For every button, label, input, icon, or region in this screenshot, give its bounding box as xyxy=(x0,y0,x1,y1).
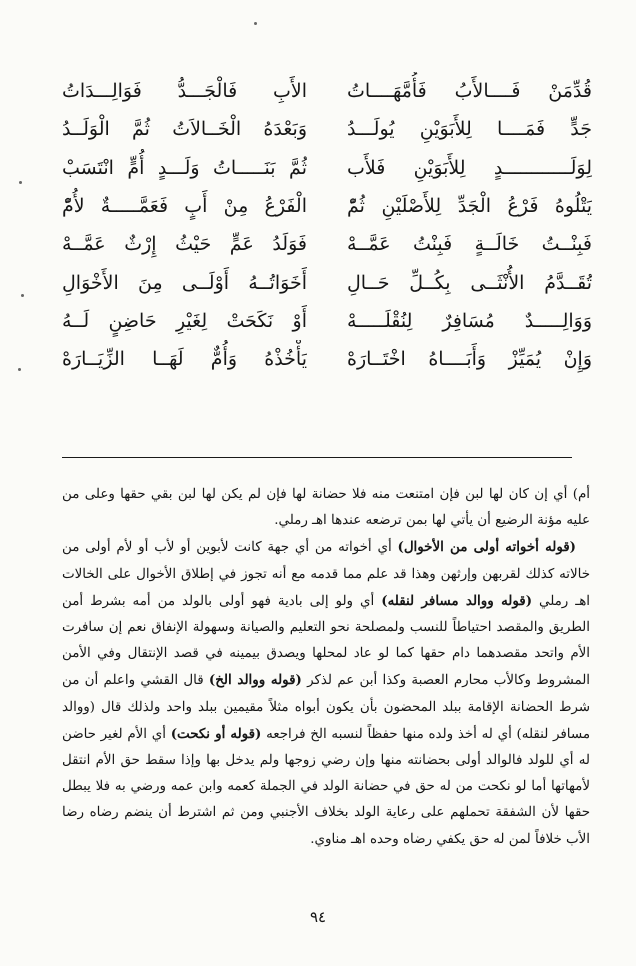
commentary-lemma: (قوله أو نكحت) xyxy=(170,725,262,742)
scan-speck xyxy=(21,294,24,297)
commentary-text: أم) أي إن كان لها لبن فإن امتنعت منه فلا حضانة لها فإن لم يكن لها لبن بقي حقها وعلى من عليه مؤنة الرضيع أن يأتي لها بمن ترضعه عندها اهـ رملي. xyxy=(62,487,590,529)
verse-second-hemistich: فَوَلَدُ عَمٍّ حَيْثُ إِرْثٌ عَمَّــهْ xyxy=(62,233,307,256)
verse-first-hemistich: قُدِّمَنْ فَــــالأَبُ فَأُمَّهَــــاتُ xyxy=(347,80,592,103)
poem-verse xyxy=(62,72,592,110)
commentary-paragraph xyxy=(62,534,590,852)
verse-first-hemistich: فَبِنْــتُ خَالَــةٍ فَبِنْتُ عَمَّــهْ xyxy=(347,233,592,256)
scan-speck xyxy=(254,22,257,25)
verse-second-hemistich: أَخَوَاتُــهُ أَوْلَــى مِنَ الأَخْوَالِ xyxy=(62,271,307,294)
verse-first-hemistich: وَإِنْ يُمَيِّزْ وَأَبَــــاهُ اخْتَــارَهْ xyxy=(347,348,592,371)
verse-first-hemistich: لِوَلَــــــــــــدٍ لِلأَبَوَيْنِ فَلأَب xyxy=(347,156,592,179)
commentary-text: أي ولو إلى بادية فهو أولى بالولد من أمه بشرط أمن الطريق والمقصد احتياطاً للنسب ولمصلحة نحو التعليم والصيانة وسهولة الإنفاق نعم إن سافرت الأم واتحد مقصدهما دام حقها كما لو عاد لمحلها ويصدق بيمينه في قصد الإنتقال وفي الأمن المشروط وكالأب محارم العصبة وكذا أبن عم لذكر xyxy=(62,593,590,689)
verse-second-hemistich: ثُمَّ بَنَـــــاتُ وَلَـــدٍ أُمٍّ انْتَسَبْ xyxy=(62,156,307,179)
commentary-block xyxy=(62,482,590,853)
poem-verse xyxy=(62,225,592,263)
verse-second-hemistich: يَأْخُذْهُ وَأُمٌّ لَهَــا الزِّيَــارَهْ xyxy=(62,348,307,371)
verse-first-hemistich: وَوَالِـــــدٌ مُسَافِرٌ لِنُقْلَـــــهْ xyxy=(347,309,592,332)
poem-verse xyxy=(62,187,592,225)
page-number: ٩٤ xyxy=(309,908,327,926)
poem-block xyxy=(62,72,592,378)
commentary-lemma: (قوله ووالد مسافر لنقله) xyxy=(381,592,533,609)
poem-verse xyxy=(62,149,592,187)
footnote-separator xyxy=(62,457,572,458)
commentary-text: أي أخواته من أي جهة كانت لأبوين أو لأب أو لأم أولى من خالاته كذلك لقربهن وإرثهن وهذا قد علم مما قدمه مع أنه تجوز في إطلاق الأخوال على الخالات اهـ رملي xyxy=(62,540,590,609)
verse-second-hemistich: أَوْ نَكَحَتْ لِغَيْرِ حَاضِنٍ لَــهُ xyxy=(62,309,307,332)
commentary-lemma: (قوله ووالد الخ) xyxy=(208,672,302,689)
poem-verse xyxy=(62,302,592,340)
poem-verse xyxy=(62,340,592,378)
verse-second-hemistich: الأَبِ فَالْجَـــدُّ فَوَالِـــدَاتُ xyxy=(62,80,307,103)
verse-second-hemistich: وَبَعْدَهُ الْخَــالاَتُ ثُمَّ الْوَلَــدُ xyxy=(62,118,307,141)
poem-verse xyxy=(62,110,592,148)
commentary-text: أي الأم لغير حاضن له أي للولد فالوالد أولى بحضانته منها وإن رضي زوجها ولم يدخل بها وإذا سقط حق الأم انتقل لأمهاتها أما لو نكحت من له حق في حضانة الولد في الجملة كعمه وابن عمه ورضي به فلا يبطل حقها لأن الشفقة تحملهم على رعاية الولد بخلاف الأجنبي ومن ثم اشترط أن ينضم رضاه رضا الأب خلافاً لمن له حق يكفي رضاه وحده اهـ مناوي. xyxy=(62,726,590,847)
commentary-paragraph xyxy=(62,482,590,534)
verse-first-hemistich: يَتْلُوهُ فَرْعُ الْجَدِّ لِلأَصْلَيْنِ ثُمّْ xyxy=(347,195,592,218)
verse-second-hemistich: الْفَرْعُ مِنْ أَبٍ فَعَمَّـــــةٌ لأُمّْ xyxy=(62,195,307,218)
poem-verse xyxy=(62,263,592,301)
commentary-text: قال القشي واعلم أن من شرط الحضانة الإقامة ببلد المحضون بأن يكون أبواه مثلاً مقيمين ببلد واحد ولذلك قال (ووالد مسافر لنقله) أي له أخذ ولده منها حفظاً لنسبه الخ فراجعه xyxy=(62,673,590,742)
scan-speck xyxy=(18,368,21,371)
verse-first-hemistich: جَدٍّ فَمَــــا لِلأَبَوَيْنِ يُولَـــدُ xyxy=(347,118,592,141)
verse-first-hemistich: تُقَــدَّمُ الأُنْثَــى بِكُــلِّ حَــالِ xyxy=(347,271,592,294)
commentary-lemma: (قوله أخواته أولى من الأخوال) xyxy=(397,539,576,556)
scan-speck xyxy=(19,181,22,184)
